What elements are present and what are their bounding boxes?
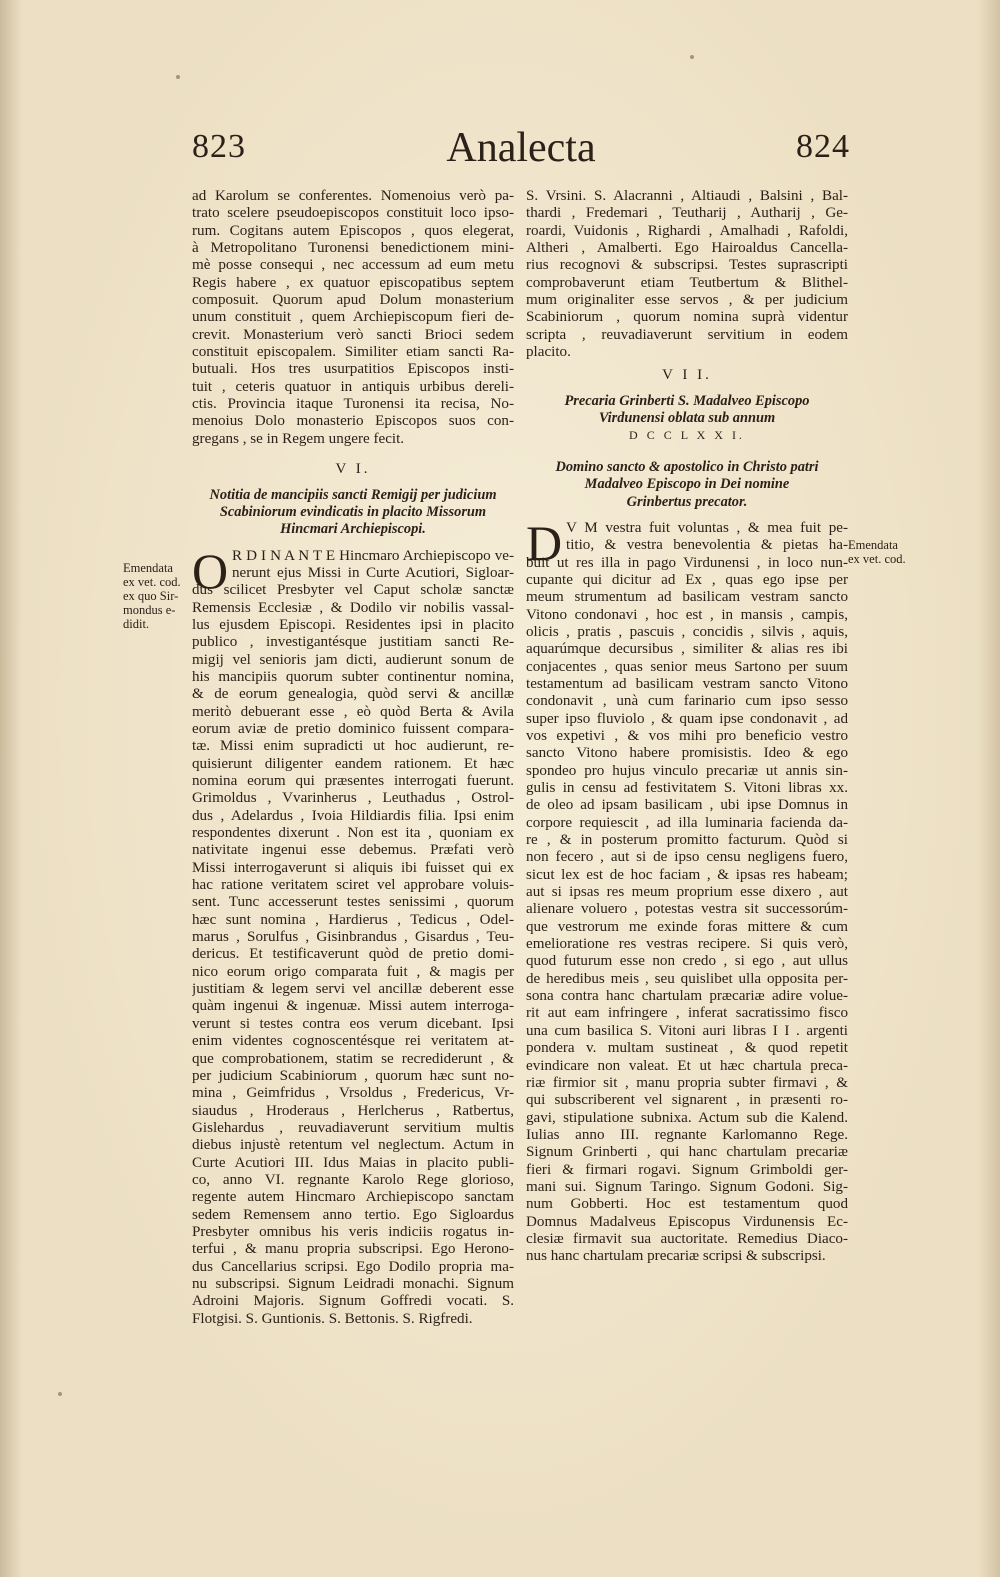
text-line: conjacentes , quas senior meus Sartono per suum [526, 658, 848, 675]
text-line: marus , Sorulfus , Gisinbrandus , Gisardus , Teu- [192, 929, 514, 946]
text-line: tæ. Missi enim supradicti ut hoc audierunt, re- [192, 738, 514, 755]
paper-speck [690, 55, 694, 59]
text-line: una cum basilica S. Vitoni auri libras I I . argenti [526, 1022, 848, 1039]
text-line: Grimoldus , Vvarinherus , Leuthadus , Ostrol- [192, 790, 514, 807]
left-body-paragraph [192, 582, 514, 1328]
text-line: de heredibus meis , seu quislibet ulla opposita per- [526, 970, 848, 987]
section-title-line: Scabiniorum evindicatis in placito Missorum [219, 503, 487, 520]
text-line: olicis , pratis , pascuis , concidis , silvis , aquis, [526, 623, 848, 640]
text-line: & de eorum genealogia, quòd servi & ancillæ [192, 686, 514, 703]
salutation-line: Domino sancto & apostolico in Christo patri [555, 458, 819, 475]
text-line: clesiæ firmavit sua auctoritate. Remedius Diaco- [526, 1230, 848, 1247]
text-line: his mancipiis quorum subter continentur nomina, [192, 668, 514, 685]
text-line: quisierunt diligenter eandem rationem. Et hæc [192, 755, 514, 772]
text-line: mè posse consequi , nec accessum ad eum metu [192, 257, 514, 274]
section-date: D C C L X X I. [629, 428, 745, 443]
text-line: nomina eorum qui præsentes interrogati fuerunt. [192, 773, 514, 789]
text-line: comprobaverunt etiam Teutbertum & Blithel- [526, 274, 848, 291]
text-line: re , & in posterum promitto facturum. Quòd si [526, 832, 848, 849]
text-line: condonavit , unà cum farinario cum ipso sesso [526, 693, 848, 710]
text-line: placito. [526, 344, 571, 361]
margin-note-right [848, 538, 912, 566]
text-line: thardi , Fredemari , Teutharij , Autharij , Ge- [526, 205, 848, 222]
text-line: dus Cancellarius scripsi. Ego Dodilo propria ma- [192, 1258, 514, 1275]
running-header [192, 125, 850, 178]
text-line: meum strumentum ad basilicam vestram sancto [526, 589, 848, 606]
spacer [526, 511, 848, 520]
text-line: composuit. Quorum apud Dolum monasterium [192, 292, 514, 309]
salutation-line: Madalveo Episcopo in Dei nomine [584, 476, 790, 493]
text-line: gavi, stipulatione subnixa. Actum sub die Kalend. [526, 1109, 848, 1126]
drop-cap: O [192, 542, 229, 599]
text-line: regente autem Hincmaro Archiepiscopo sanctam [192, 1189, 514, 1206]
text-line: sedem Remensem anno tertio. Ego Sigloardus [192, 1206, 514, 1223]
text-line: menoius Dolo monasterio Episcopos suos con- [192, 413, 514, 430]
right-body-paragraph [526, 555, 848, 1266]
section-title-line: Notitia de mancipiis sancti Remigij per judicium [209, 486, 497, 503]
text-line: ad Karolum se conferentes. Nomenoius verò pa- [192, 188, 514, 204]
running-title: Analecta [446, 125, 596, 171]
text-line: Iulias anno III. regnante Karlomanno Rege. [526, 1126, 848, 1143]
page-number-right: 824 [796, 128, 850, 165]
text-line: à Metropolitano Turonensi benedictionem mini- [192, 240, 514, 257]
text-line: de oleo ad ipsam basilicam , ubi ipse Domnus in [526, 797, 848, 814]
text-line: constituit episcopalem. Similiter etiam sancti Ra- [192, 344, 514, 361]
text-line: pondera v. multam sustineat , & quod repetit [526, 1040, 848, 1057]
text-line: qui subscriberent vel signarent , in præsenti ro- [526, 1092, 848, 1109]
text-line: mum originaliter esse servos , & per judicium [526, 292, 848, 309]
section-title-line: Precaria Grinberti S. Madalveo Episcopo [564, 392, 810, 409]
text-line: V M vestra fuit voluntas , & mea fuit pe- [566, 519, 848, 536]
text-line: Scabiniorum , quorum nomina suprà videntur [526, 309, 848, 326]
text-line: quod futurum esse non credo , si ego , aut ullus [526, 953, 848, 970]
text-line: Remensis Ecclesiæ , & Dodilo vir nobilis vassal- [192, 599, 514, 616]
page-number-left: 823 [192, 128, 246, 165]
text-line: fieri & firmari rogavi. Signum Grimboldi ger- [526, 1161, 848, 1178]
text-line: riæ firmior sit , manu propria subter firmavi , & [526, 1074, 848, 1091]
text-line: nus hanc chartulam precariæ scripsi & subscripsi. [526, 1248, 826, 1265]
text-line: verunt si testes contra eos verum dicebant. Ipsi [192, 1015, 514, 1032]
text-line: alienare voluero , potestas vestra sit successorúm- [526, 901, 848, 918]
right-intro-paragraph [526, 188, 848, 361]
text-line: que comprobationem, statim se recrediderunt , & [192, 1050, 514, 1067]
section-number: V I. [335, 461, 371, 478]
left-intro-paragraph [192, 188, 514, 448]
text-line: evindicare non valeat. Et ut hæc chartula preca- [526, 1057, 848, 1074]
page-edge-shadow [978, 0, 1000, 1577]
text-line: vos expetivi , & vos mihi pro beneficio vestro [526, 727, 848, 744]
text-line: nativitate ingenui esse debemus. Præfati verò [192, 842, 514, 859]
text-line: nerunt ejus Missi in Curte Acutiori, Sigloar- [232, 564, 514, 581]
text-line: nico eorum origo comparata fuit , & magis per [192, 963, 514, 980]
text-line: S. Vrsini. S. Alacranni , Altiaudi , Balsini , Bal- [526, 188, 848, 204]
right-column [526, 188, 848, 1266]
text-line: Vitono condonavi , hoc est , in mansis , campis, [526, 606, 848, 623]
text-line: rum. Cogitans autem Episcopos , quos elegerat, [192, 222, 514, 239]
text-line: meritò debuerant esse , eò quòd Berta & Avila [192, 703, 514, 720]
text-line: Signum Grinberti , qui hanc chartulam precariæ [526, 1144, 848, 1161]
text-line: nu subscripsi. Signum Leidradi monachi. Signum [192, 1275, 514, 1292]
text-line: spondeo pro hujus vinculo precariæ ut annis sin- [526, 762, 848, 779]
text-line: tuit , ceteris quatuor in antiquis urbibus dereli- [192, 378, 514, 395]
text-line: dericus. Et testificaverunt quòd de pretio domi- [192, 946, 514, 963]
text-line: rius recognovi & subscripsi. Testes suprascripti [526, 257, 848, 274]
margin-note-line: Emendata [848, 538, 898, 552]
text-line: roardi, Vuidonis , Righardi , Amalhadi , Rafoldi, [526, 222, 848, 239]
salutation-line: Grinbertus precator. [626, 493, 748, 510]
text-line: emelioratione res vestras recipere. Si quis verò, [526, 936, 848, 953]
text-line: Presbyter omnibus his veris indiciis rogatus in- [192, 1223, 514, 1240]
text-line: ctis. Provincia itaque Turonensi ita recisa, No- [192, 396, 514, 413]
text-line: Adroini Majoris. Signum Goffredi vocati. S. [192, 1293, 514, 1310]
text-line: sona contra hanc chartulam præcariæ adire volue- [526, 988, 848, 1005]
drop-cap: D [526, 514, 563, 571]
text-line: respondentes dixerunt . Non est ita , quoniam ex [192, 825, 514, 842]
text-line: crevit. Monasterium verò sancti Brioci sedem [192, 326, 514, 343]
text-line: butuali. Hos tres usurpatitios Episcopos insti- [192, 361, 514, 378]
text-line: mina , Geimfridus , Vrsoldus , Fredericus, Vr- [192, 1085, 514, 1102]
text-line: eorum aviæ de pretio dominico fuissent compara- [192, 720, 514, 737]
margin-note-line: ex vet. cod. [123, 575, 181, 589]
text-line: num Gobberti. Hoc est testamentum quod [526, 1196, 848, 1213]
text-line: super ipso fluviolo , & quam ipse condonavit , ad [526, 710, 848, 727]
margin-note-line: ex vet. cod. [848, 552, 906, 566]
text-line: lus ejusdem Episcopi. Residentes ipsi in placito [192, 616, 514, 633]
spacer [526, 445, 848, 459]
text-line: dus , Adelardus , Ivoia Hildiardis filia. Ipsi enim [192, 807, 514, 824]
text-line: non fecero , aut si de ipso censu negligens fuero, [526, 849, 848, 866]
text-line: publico , investigantésque justitiam sancti Re- [192, 634, 514, 651]
text-line: trato scelere pseudoepiscopos constituit loco ipso- [192, 205, 514, 222]
text-line: gulis in censu ad festivitatem S. Vitoni libras xx. [526, 780, 848, 796]
margin-note-line: mondus e- [123, 603, 176, 617]
margin-note-line: ex quo Sir- [123, 589, 179, 603]
text-line: scripta , reuvadiaverunt servitium in eodem [526, 326, 848, 343]
text-line: sent. Tunc accesserunt testes senissimi , quorum [192, 894, 514, 911]
text-line: R D I N A N T E Hincmaro Archiepiscopo ve- [232, 547, 514, 564]
text-line: Curte Acutiori III. Idus Maias in placito publi- [192, 1154, 514, 1171]
margin-note-line: Emendata [123, 561, 173, 575]
text-line: aut si ipsas res meum proprium esse dixero , aut [526, 884, 848, 901]
text-line: rit aut eam infringere , inferat sacratissimo fisco [526, 1005, 848, 1022]
margin-note-left [123, 561, 189, 631]
text-line: mani sui. Signum Taringo. Signum Godoni. Sig- [526, 1178, 848, 1195]
spacer [192, 448, 514, 461]
section-number: V I I. [662, 367, 712, 384]
text-line: justitiam & legem servi vel ancillæ deberent esse [192, 981, 514, 998]
text-line: co, anno VI. regnante Karolo Rege glorioso, [192, 1171, 514, 1188]
text-line: enim videntes cognoscentésque rei veritatem at- [192, 1033, 514, 1050]
text-line: migij vel senioris jam dicti, audierunt sonum de [192, 651, 514, 668]
text-line: cupante qui dicitur ad Ex , quas ego ipse per [526, 571, 848, 588]
text-line: testamentum ad basilicam vestram sancto Vitono [526, 675, 848, 692]
text-line: terfui , & manu propria subscripsi. Ego Herono- [192, 1241, 514, 1258]
text-line: aquarúmque decursibus , similiter & alias res ibi [526, 641, 848, 658]
text-line: buit ut res illa in pago Virdunensi , in loco nun- [526, 554, 848, 571]
text-line: diebus injustè retentum vel neglectum. Actum in [192, 1137, 514, 1154]
text-line: dus scilicet Presbyter vel Caput scholæ sanctæ [192, 582, 514, 599]
text-line: gregans , se in Regem ungere fecit. [192, 430, 405, 447]
text-line: titio, & vestra benevolentia & pietas ha- [566, 537, 848, 554]
text-line: sancto Vitono habere promisistis. Ideo & ego [526, 745, 848, 762]
text-line: Missi interrogaverunt si aliquis ibi fuisset qui ex [192, 859, 514, 876]
page-edge-shadow [0, 0, 22, 1577]
text-line: quàm ingenui & ingenuæ. Missi autem interroga- [192, 998, 514, 1015]
text-line: que vestrorum me exinde foras mittere & cum [526, 918, 848, 935]
text-line: Domnus Madalveus Episcopus Virdunensis Ec- [526, 1213, 848, 1230]
paper-speck [58, 1392, 62, 1396]
paper-speck [176, 75, 180, 79]
text-line: per judicium Scabiniorum , quorum hæc sunt no- [192, 1067, 514, 1084]
text-line: Gislehardus , reuvadiaverunt servitium multis [192, 1119, 514, 1136]
text-line: corpore requiescit , ad illa luminaria facienda da- [526, 814, 848, 831]
section-title-line: Virdunensi oblata sub annum [598, 410, 776, 427]
text-line: siaudus , Hroderaus , Herlcherus , Ratbertus, [192, 1102, 514, 1119]
text-line: Altheri , Amalberti. Ego Hairoaldus Cancella- [526, 240, 848, 257]
text-line: Flotgisi. S. Guntionis. S. Bettonis. S. Rigfredi. [192, 1310, 473, 1327]
left-column [192, 188, 514, 1328]
text-line: Regis habere , ex quatuor episcopatibus septem [192, 274, 514, 291]
spacer [192, 539, 514, 548]
section-title-line: Hincmari Archiepiscopi. [280, 521, 426, 538]
text-line: hæc sunt nomina , Hardierus , Tedicus , Odel- [192, 911, 514, 928]
text-line: hac ratione veritatem sciret vel approbare voluis- [192, 877, 514, 894]
text-line: unum constituit , quem Archiepiscopum fieri de- [192, 309, 514, 326]
margin-note-line: didit. [123, 617, 150, 631]
text-line: sicut lex est de hoc faciam , & ipsas res habeam; [526, 866, 848, 883]
spacer [192, 479, 514, 487]
spacer [526, 385, 848, 393]
